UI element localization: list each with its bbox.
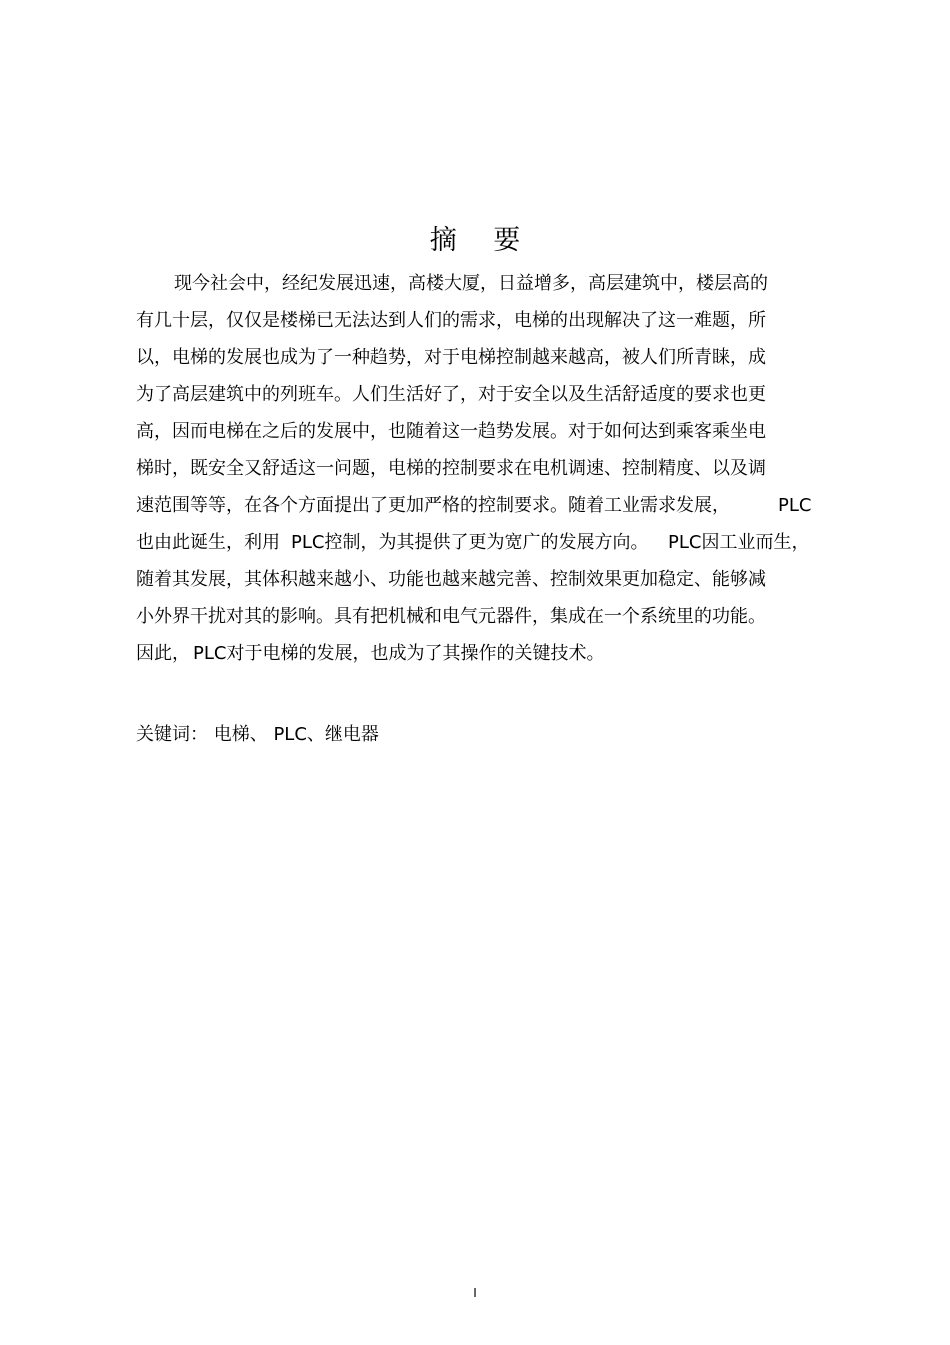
abstract-text: 高，因而电梯在之后的发展中，也随着这一趋势发展。对于如何达到乘客乘坐电 — [136, 421, 766, 442]
abstract-text: PLC控制，为其提供了更为宽广的发展方向。 — [291, 532, 649, 553]
abstract-line — [136, 491, 816, 528]
abstract-line — [136, 417, 816, 454]
abstract-text: 也由此诞生，利用 — [136, 532, 280, 553]
abstract-line — [136, 639, 816, 676]
abstract-line — [136, 343, 816, 380]
abstract-line — [136, 565, 816, 602]
abstract-text: 小外界干扰对其的影响。具有把机械和电气元器件，集成在一个系统里的功能。 — [136, 606, 766, 627]
abstract-text: 随着其发展，其体积越来越小、功能也越来越完善、控制效果更加稳定、能够减 — [136, 569, 766, 590]
page-number: I — [473, 1286, 477, 1300]
abstract-text: 速范围等等，在各个方面提出了更加严格的控制要求。随着工业需求发展， — [136, 495, 730, 516]
abstract-text: 有几十层，仅仅是楼梯已无法达到人们的需求，电梯的出现解决了这一难题，所 — [136, 310, 766, 331]
abstract-line — [136, 306, 816, 343]
abstract-line — [136, 602, 816, 639]
abstract-text: PLC因工业而生， — [668, 532, 810, 553]
abstract-line — [136, 528, 816, 565]
abstract-text: PLC对于电梯的发展，也成为了其操作的关键技术。 — [193, 643, 605, 664]
abstract-title: 摘 要 — [429, 225, 535, 256]
abstract-text: 为了高层建筑中的列班车。人们生活好了，对于安全以及生活舒适度的要求也更 — [136, 384, 766, 405]
abstract-line — [136, 269, 816, 306]
abstract-text: 梯时，既安全又舒适这一问题，电梯的控制要求在电机调速、控制精度、以及调 — [136, 458, 766, 479]
abstract-line — [136, 454, 816, 491]
abstract-text: 因此， — [136, 643, 190, 664]
abstract-text: 以，电梯的发展也成为了一种趋势，对于电梯控制越来越高，被人们所青睐，成 — [136, 347, 766, 368]
keywords-line: 关键词： 电梯、 PLC、继电器 — [136, 724, 379, 745]
abstract-text: 现今社会中，经纪发展迅速，高楼大厦，日益增多，高层建筑中，楼层高的 — [174, 273, 768, 294]
abstract-text-plc: PLC — [778, 495, 812, 516]
abstract-line — [136, 380, 816, 417]
abstract-body — [136, 269, 816, 676]
